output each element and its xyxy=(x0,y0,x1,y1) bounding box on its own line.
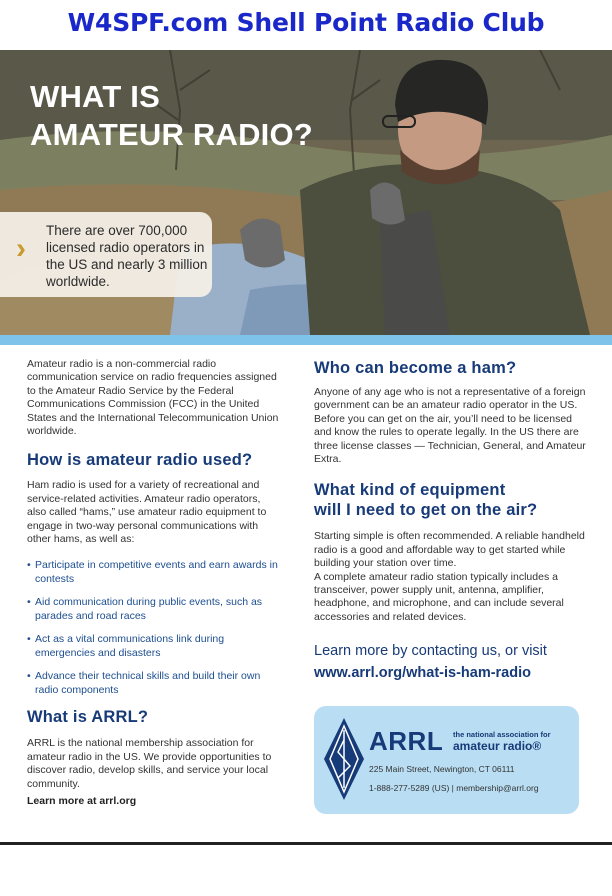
arrl-learn-more-link[interactable]: Learn more at arrl.org xyxy=(27,795,137,808)
chevron-right-icon: › xyxy=(16,232,26,265)
bottom-divider xyxy=(0,842,612,845)
list-item: • Participate in competitive events and earn awards in contests xyxy=(27,558,282,586)
contact-cta-line: Learn more by contacting us, or visit xyxy=(314,643,547,660)
arrl-diamond-logo-icon xyxy=(322,716,366,802)
list-item: • Act as a vital communications link during emergencies and disasters xyxy=(27,632,282,660)
hero-title-line-1: WHAT IS xyxy=(30,79,160,114)
list-item: • Advance their technical skills and build their own radio components xyxy=(27,669,282,697)
equipment-heading-line-2: will I need to get on the air? xyxy=(314,501,538,520)
equipment-paragraph-1: Starting simple is often recommended. A reliable handheld radio is a good and affordable way to get started while building your station over time. xyxy=(314,530,585,570)
arrl-contact-info[interactable]: 1-888-277-5289 (US) | membership@arrl.org xyxy=(369,783,539,793)
how-used-heading: How is amateur radio used? xyxy=(27,451,253,470)
equipment-heading-line-1: What kind of equipment xyxy=(314,481,506,500)
arrl-address: 225 Main Street, Newington, CT 06111 xyxy=(369,764,515,774)
who-can-paragraph: Anyone of any age who is not a representative of a foreign government can be an amateur radio operator in the US. Before you can get on the air, you’ll need to be licensed and know the rules to operate legally. In the US there are three license classes — Technician, General, and Amateur Extra. xyxy=(314,386,586,466)
equipment-paragraph-2: A complete amateur radio station typically includes a transceiver, power supply unit, antenna, amplifier, headphone, and microphone, and can include several accessories and related devices. xyxy=(314,570,564,623)
equipment-heading xyxy=(314,480,586,520)
what-is-arrl-heading: What is ARRL? xyxy=(27,708,149,727)
arrl-wordmark: ARRL xyxy=(369,726,444,756)
arrl-paragraph: ARRL is the national membership association for amateur radio in the US. We provide opportunities to discover radio, develop skills, and service your local community. xyxy=(27,737,272,790)
arrl-tagline-large: amateur radio® xyxy=(453,739,542,753)
list-item: • Aid communication during public events, such as parades and road races xyxy=(27,595,282,623)
right-column xyxy=(314,358,586,684)
contact-cta xyxy=(314,640,586,684)
hero-title-line-2: AMATEUR RADIO? xyxy=(30,117,313,152)
arrl-url-link[interactable]: www.arrl.org/what-is-ham-radio xyxy=(314,665,531,682)
stats-callout xyxy=(0,212,212,297)
uses-list xyxy=(27,558,282,697)
hero-section xyxy=(0,50,612,335)
who-can-heading: Who can become a ham? xyxy=(314,359,517,377)
stats-callout-text: There are over 700,000 licensed radio operators in the US and nearly 3 million worldwide. xyxy=(46,223,208,289)
banner-title: W4SPF.com Shell Point Radio Club xyxy=(67,8,545,37)
left-column xyxy=(27,358,282,807)
intro-paragraph: Amateur radio is a non-commercial radio communication service on radio frequencies assigned to the Amateur Radio Service by the Federal Communications Commission (FCC) in the United States and the International Telecommunication Union worldwide. xyxy=(27,358,279,438)
top-banner xyxy=(0,0,612,48)
arrl-contact-card xyxy=(314,706,579,814)
how-used-paragraph: Ham radio is used for a variety of recreational and service-related activities. Amateur radio operators, also called “hams,” use amateur radio equipment to engage in two-way personal communications with other hams, as well as: xyxy=(27,479,267,546)
arrl-tagline-small: the national association for xyxy=(453,730,551,739)
hero-title xyxy=(30,78,313,154)
accent-divider xyxy=(0,335,612,345)
